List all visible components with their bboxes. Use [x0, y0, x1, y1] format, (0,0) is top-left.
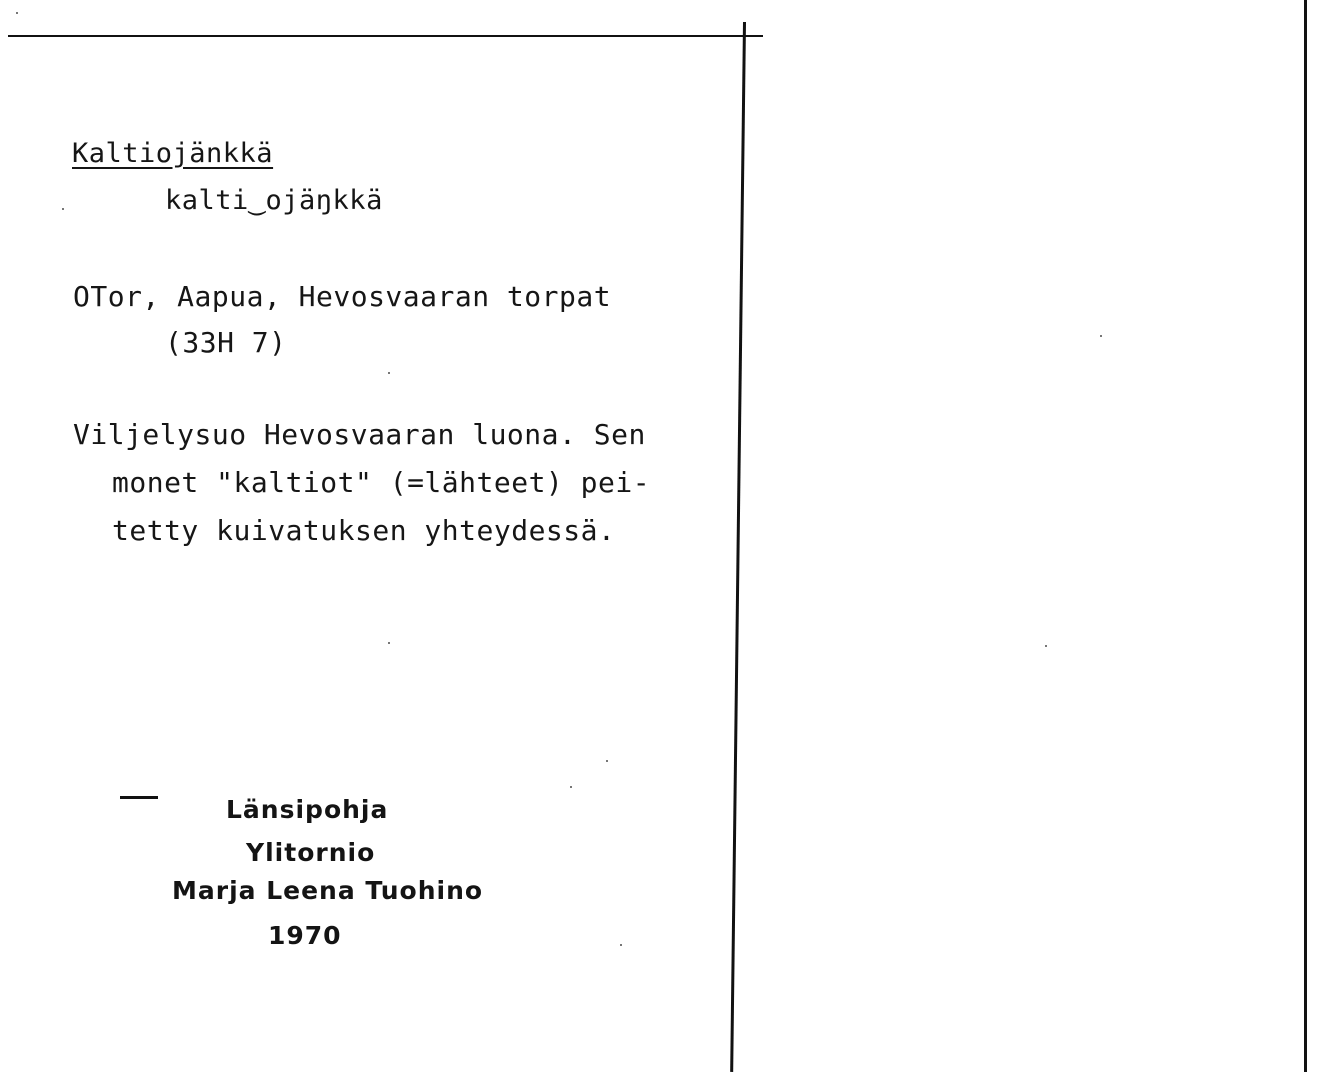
scan-speck	[1100, 335, 1102, 337]
scan-speck	[388, 372, 390, 374]
stamp-dash	[120, 796, 158, 799]
stamp-region: Länsipohja	[226, 795, 389, 824]
location-line: OTor, Aapua, Hevosvaaran torpat	[73, 280, 612, 313]
description-line-3: tetty kuivatuksen yhteydessä.	[112, 514, 616, 547]
stamp-year: 1970	[268, 921, 342, 950]
scan-speck	[606, 760, 608, 762]
scan-speck	[620, 944, 622, 946]
scan-speck	[1045, 645, 1047, 647]
scan-speck	[62, 208, 64, 210]
top-rule	[8, 35, 763, 37]
scan-speck	[16, 12, 18, 14]
right-edge-rule	[1304, 0, 1307, 1072]
scan-speck	[570, 786, 572, 788]
stamp-parish: Ylitornio	[246, 838, 376, 867]
pronunciation: kalti‿ojäŋkkä	[165, 185, 383, 216]
headword: Kaltiojänkkä	[72, 138, 274, 169]
stamp-collector: Marja Leena Tuohino	[172, 876, 484, 905]
description-line-1: Viljelysuo Hevosvaaran luona. Sen	[73, 418, 646, 451]
map-reference: (33H 7)	[165, 326, 287, 359]
description-line-2: monet "kaltiot" (=lähteet) pei-	[112, 466, 651, 499]
middle-divider	[730, 22, 746, 1072]
scan-speck	[388, 642, 390, 644]
